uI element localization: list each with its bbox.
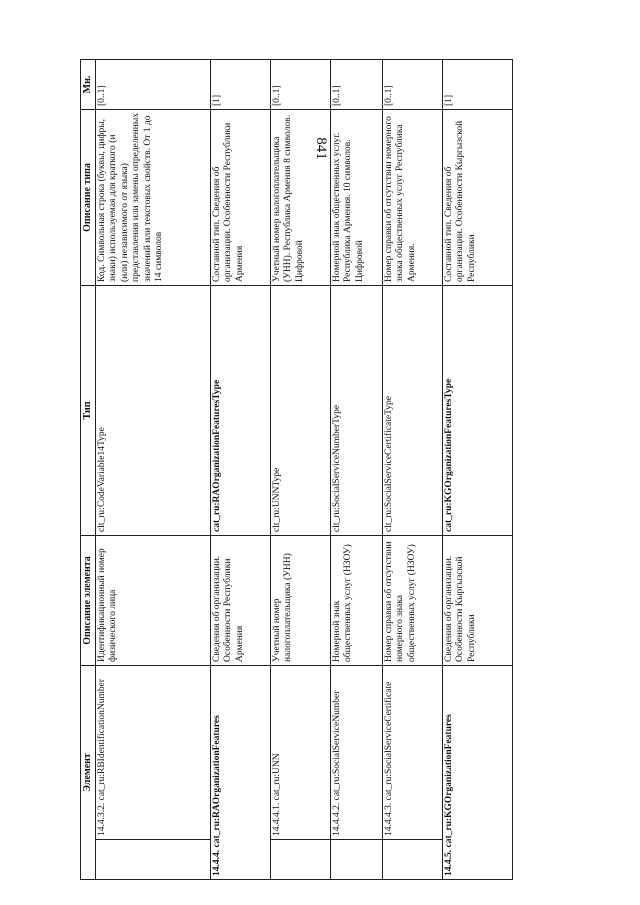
mn-cell: [0..1] — [331, 59, 383, 109]
mn-cell: [0..1] — [96, 59, 211, 109]
element-desc-cell: Учетный номер налогоплательщика (УНН) — [271, 535, 331, 665]
table-row — [383, 59, 443, 879]
element-cell — [271, 665, 331, 839]
type-cell: cat_ru:RAOrganizationFeaturesType — [211, 285, 271, 535]
element-desc-cell: Номерной знак общественных услуг (НЗОУ) — [331, 535, 383, 665]
row-number: 14.4.4. — [212, 849, 222, 876]
header-type-desc: Описание типа — [81, 109, 96, 285]
element-cell — [331, 665, 383, 839]
element-desc-cell: Сведения об организации. Особенности Кыргызской Республики — [443, 535, 513, 665]
type-desc-cell: Составной тип. Сведения об организации. Особенности Республики Армения — [211, 109, 271, 285]
row-number: 14.4.3.2. — [97, 802, 107, 836]
table-row — [96, 59, 211, 879]
rotated-table-area — [80, 60, 530, 880]
element-name: cat_ru:UNN — [272, 753, 282, 801]
indent-cell — [271, 840, 331, 880]
page-number-text: 841 — [312, 137, 329, 160]
header-type: Тип — [81, 285, 96, 535]
element-name: cat_ru:KGOrganizationFeatures — [444, 714, 454, 848]
type-desc-cell: Учетный номер налогоплательщика (УНН). Республика Армения 8 символов. Цифровой — [271, 109, 331, 285]
element-name: cat_ru:SocialServiceCertificate — [384, 681, 394, 801]
element-cell — [383, 665, 443, 839]
element-name: cat_ru:RBIdentificationNumber — [97, 679, 107, 801]
mn-cell: [0..1] — [383, 59, 443, 109]
element-desc-cell: Идентификационный номер физического лица — [96, 535, 211, 665]
indent-cell — [96, 840, 211, 880]
mn-cell: [1] — [211, 59, 271, 109]
type-desc-cell: Номер справки об отсутствии номерного знака общественных услуг Республика Армения. — [383, 109, 443, 285]
row-number: 14.4.4.3. — [384, 802, 394, 836]
element-cell — [443, 665, 513, 879]
table-row — [271, 59, 331, 879]
element-desc-cell: Сведения об организации. Особенности Республики Армения — [211, 535, 271, 665]
indent-cell — [331, 840, 383, 880]
mn-cell: [1] — [443, 59, 513, 109]
type-desc-cell: Код. Символьная строка (буквы, цифры, знаки) используемая для краткого (и (или) независимого от языка) представления или замены определенных значений или текстовых свойств. От 1 до 14 символов — [96, 109, 211, 285]
element-desc-cell: Номер справки об отсутствии номерного знака общественных услуг (НЗОУ) — [383, 535, 443, 665]
type-cell: clt_ru:UNNType — [271, 285, 331, 535]
type-cell: clt_ru:SocialServiceCertificateType — [383, 285, 443, 535]
header-mn: Мн. — [81, 59, 96, 109]
header-element: Элемент — [81, 665, 96, 879]
table-row — [211, 59, 271, 879]
type-cell: cat_ru:KGOrganizationFeaturesType — [443, 285, 513, 535]
type-desc-cell: Номерной знак общественных услуг. Республика Армения. 10 символов. Цифровой — [331, 109, 383, 285]
type-desc-cell: Составной тип. Сведения об организации. Особенности Кыргызской Республики — [443, 109, 513, 285]
element-name: cat_ru:SocialServiceNumber — [332, 690, 342, 801]
row-number: 14.4.4.2. — [332, 802, 342, 836]
table-row — [443, 59, 513, 879]
element-name: cat_ru:RAOrganizationFeatures — [212, 715, 222, 848]
row-number: 14.4.4.1. — [272, 802, 282, 836]
element-cell — [211, 665, 271, 879]
type-cell: clt_ru:SocialServiceNumberType — [331, 285, 383, 535]
row-number: 14.4.5. — [444, 849, 454, 876]
indent-cell — [383, 840, 443, 880]
type-cell: clt_ru:CodeVariable14Type — [96, 285, 211, 535]
mn-cell: [0..1] — [271, 59, 331, 109]
element-cell — [96, 665, 211, 839]
table-row — [331, 59, 383, 879]
header-element-desc: Описание элемента — [81, 535, 96, 665]
table-header-row — [81, 59, 96, 879]
spec-table — [80, 59, 513, 880]
